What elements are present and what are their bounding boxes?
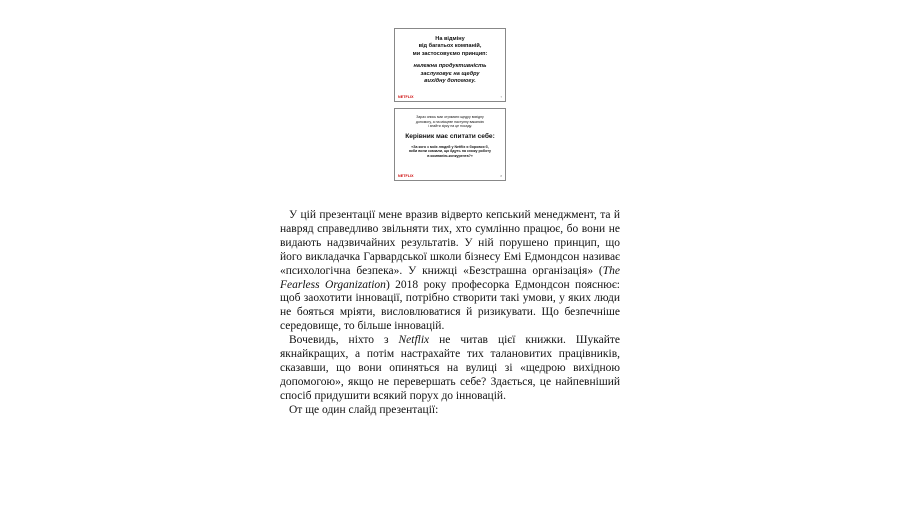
slide2-question: Керівник має спитати себе: [405,132,495,140]
slide2-intro-line: і знайти зірку на це посаду. [427,124,473,129]
slide2-page-number: 8 [500,174,502,178]
slide1-heading-line: На відміну [435,36,465,42]
slide1-heading [395,36,505,58]
slide2-intro [395,115,505,129]
paragraph-2-text-a: Вочевидь, ніхто з [289,334,399,347]
slide2-intro-line: допомогу, а на місцеве наступну вакансію [415,119,485,124]
slide1-heading-line: від багатьох компаній, [418,43,482,50]
slide2-quote [395,145,505,159]
slide1-principle [395,63,505,85]
slide2-quote-line: якби вони сказали, що йдуть на схожу роботу [408,149,492,154]
slide2-intro-line: Зараз опись має отримати щедру вихідну [416,115,484,119]
book-title: The Fearless Organization [280,264,620,291]
slide-image-2 [394,108,506,181]
paragraph-1-text-b: ) 2018 року професорка Едмондсон пояснює: щоб заохотити інновації, потрібно створити такі умови, у яких люди не бояться мріяти, висловлюватися й ризикувати. Що безпечніше середовище, то більше інновацій. [280,278,620,333]
slide1-page-number: 7 [500,95,502,99]
paragraph-2 [280,334,620,404]
paragraph-1 [280,209,620,334]
paragraph-1-text-a: У цій презентації мене вразив відверто кепський менеджмент, та й навряд справедливо звільняти тих, хто сумлінно працює, бо вони не видають надзвичайних результатів. У ній порушено принцип, що його викладачка Гарвардської школи бізнесу Емі Едмондсон називає «психологічна безпека». У книжці «Безстрашна організація» ( [280,209,620,277]
slide1-principle-line: вихідну допомогу. [424,78,476,85]
slide2-quote-line: в компанію-конкурента?» [427,154,473,159]
slide-image-1 [394,28,506,102]
netflix-logo: NETFLIX [398,174,414,178]
slide2-quote-line: «За кого з моїх людей у Netflix я боровся б, [411,144,489,149]
paragraph-2-text-b: не читав цієї книжки. Шукайте якнайкращих, а потім настрахайте тих талановитих працівників, сказавши, що вони опиняться на вулиці зі «щедрою вихідною допомогою», якщо не перевершать себе? Здається, це найпевніший спосіб придушити всякий порух до інновацій. [280,334,620,402]
netflix-logo: NETFLIX [398,95,414,99]
slide1-heading-line: ми застосовуємо принцип: [412,50,488,57]
slide1-principle-line: заслуговує на щедру [420,70,480,77]
body-text [280,209,620,418]
slide1-principle-line: належна продуктивність [413,63,487,70]
paragraph-3: От ще один слайд презентації: [289,403,439,416]
brand-name: Netflix [398,334,430,347]
